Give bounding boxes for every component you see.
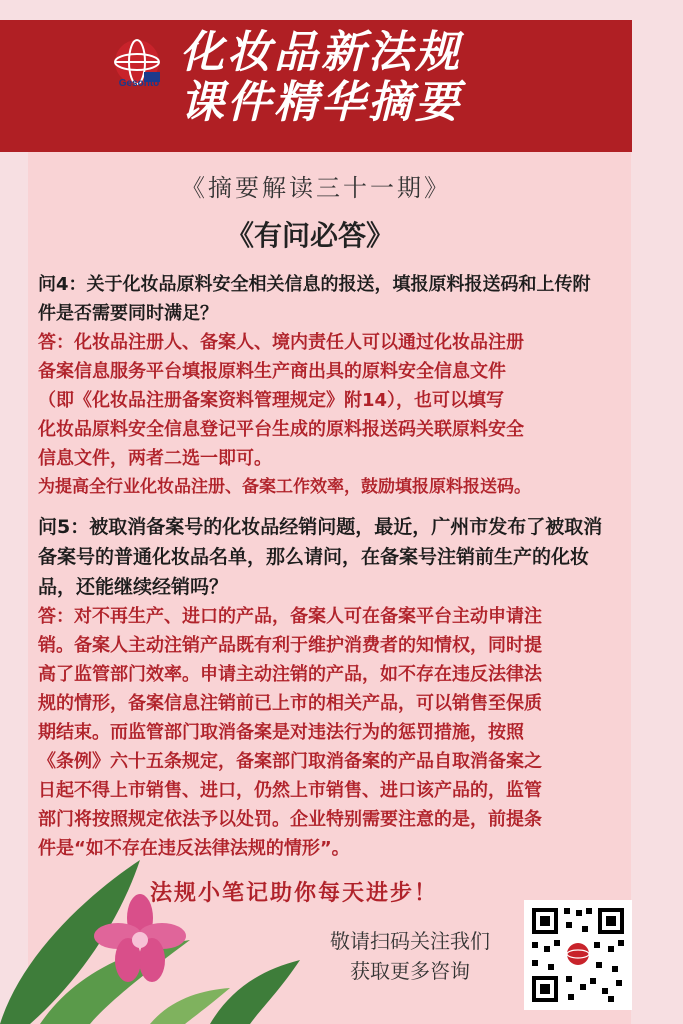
follow-text [300, 926, 520, 986]
section-title: 《有问必答》 [225, 219, 394, 252]
qr-code-icon [524, 900, 632, 1010]
qr-code[interactable] [524, 900, 632, 1010]
title-line-1: 化妆品新法规 [180, 27, 462, 78]
logo-text: Gesonto [118, 78, 160, 89]
flower-leaf-decoration [0, 840, 330, 1024]
answer-5-line: 部门将按照规定依法予以处罚。企业特别需要注意的是，前提条 [38, 809, 542, 830]
title-line-2: 课件精华摘要 [180, 77, 462, 128]
answer-5-line: 销。备案人主动注销产品既有利于维护消费者的知情权，同时提 [38, 635, 542, 656]
qa-block-5 [38, 512, 638, 863]
answer-5-line: 规的情形，备案信息注销前已上市的相关产品，可以销售至保质 [38, 693, 542, 714]
answer-5-line: 高了监管部门效率。申请主动注销的产品，如不存在违反法律法 [38, 664, 542, 685]
answer-4-line: 备案信息服务平台填报原料生产商出具的原料安全信息文件 [38, 361, 506, 382]
answer-4-line: 答：化妆品注册人、备案人、境内责任人可以通过化妆品注册 [38, 332, 524, 353]
answer-4-line: 信息文件，两者二选一即可。 [38, 448, 272, 469]
issue-title: 《摘要解读三十一期》 [181, 174, 451, 202]
answer-4-line: 为提高全行业化妆品注册、备案工作效率，鼓励填报原料报送码。 [38, 477, 531, 497]
qa-block-4 [38, 270, 638, 502]
question-4: 问4：关于化妆品原料安全相关信息的报送，填报原料报送码和上传附件是否需要同时满足？ [38, 274, 591, 324]
follow-line-1: 敬请扫码关注我们 [330, 929, 490, 953]
answer-5-line: 件是“如不存在违反法律法规的情形”。 [38, 838, 350, 859]
answer-5-line: 《条例》六十五条规定，备案部门取消备案的产品自取消备案之 [38, 751, 542, 772]
answer-5-line: 答：对不再生产、进口的产品，备案人可在备案平台主动申请注 [38, 606, 542, 627]
answer-4-line: （即《化妆品注册备案资料管理规定》附14），也可以填写 [38, 390, 505, 411]
question-5: 问5：被取消备案号的化妆品经销问题，最近，广州市发布了被取消备案号的普通化妆品名单，那么请问，在备案号注销前生产的化妆品，还能继续经销吗？ [38, 516, 603, 598]
answer-5-line: 期结束。而监管部门取消备案是对违法行为的惩罚措施，按照 [38, 722, 524, 743]
answer-5-line: 日起不得上市销售、进口，仍然上市销售、进口该产品的，监管 [38, 780, 542, 801]
slogan: 法规小笔记助你每天进步！ [150, 881, 439, 906]
follow-line-2: 获取更多咨询 [350, 959, 470, 983]
page-title [180, 28, 620, 128]
answer-4-line: 化妆品原料安全信息登记平台生成的原料报送码关联原料安全 [38, 419, 524, 440]
